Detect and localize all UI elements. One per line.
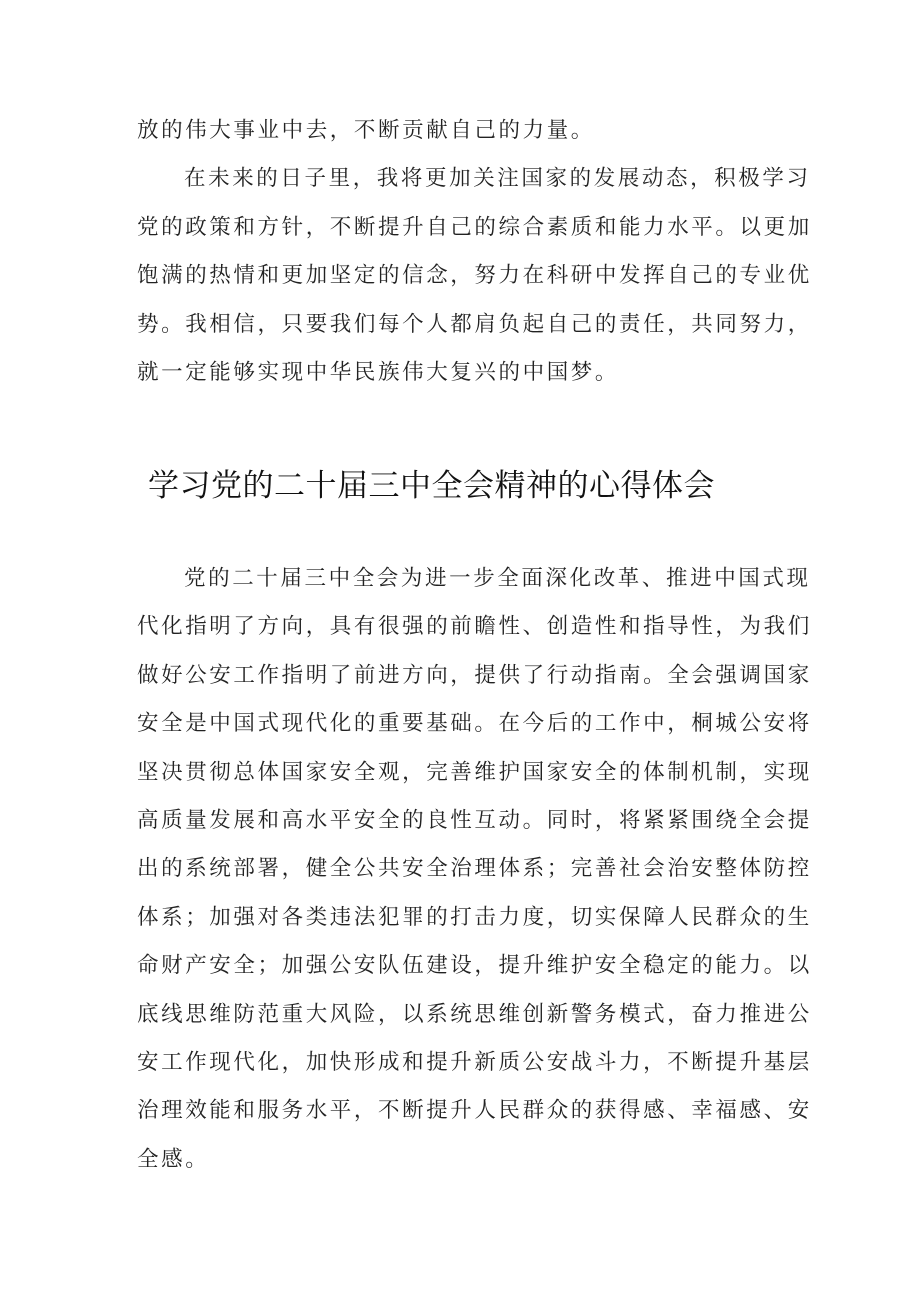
paragraph-line: 高质量发展和高水平安全的良性互动。同时，将紧紧围绕全会提 [137, 807, 812, 833]
previous-article-ending [137, 107, 812, 397]
paragraph-line: 放的伟大事业中去，不断贡献自己的力量。 [137, 118, 595, 143]
paragraph-line: 命财产安全；加强公安队伍建设，提升维护安全稳定的能力。以 [137, 953, 812, 979]
paragraph-line: 在未来的日子里，我将更加关注国家的发展动态，积极学习 [184, 166, 811, 192]
section-title: 学习党的二十届三中全会精神的心得体会 [148, 468, 715, 504]
paragraph-line: 出的系统部署，健全公共安全治理体系；完善社会治安整体防控 [137, 856, 812, 882]
paragraph-line: 治理效能和服务水平，不断提升人民群众的获得感、幸福感、安 [137, 1098, 812, 1124]
paragraph-line: 体系；加强对各类违法犯罪的打击力度，切实保障人民群众的生 [137, 904, 812, 930]
paragraph-line: 党的政策和方针，不断提升自己的综合素质和能力水平。以更加 [137, 214, 812, 240]
article-body [137, 555, 812, 1184]
paragraph-line: 做好公安工作指明了前进方向，提供了行动指南。全会强调国家 [137, 662, 812, 688]
paragraph-line: 底线思维防范重大风险，以系统思维创新警务模式，奋力推进公 [137, 1001, 812, 1027]
paragraph-line: 安工作现代化，加快形成和提升新质公安战斗力，不断提升基层 [137, 1049, 812, 1075]
paragraph-line: 就一定能够实现中华民族伟大复兴的中国梦。 [137, 359, 620, 385]
paragraph-line: 全感。 [137, 1146, 210, 1172]
paragraph-line: 坚决贯彻总体国家安全观，完善维护国家安全的体制机制，实现 [137, 759, 812, 785]
paragraph-line: 势。我相信，只要我们每个人都肩负起自己的责任，共同努力， [137, 311, 812, 337]
paragraph-line: 党的二十届三中全会为进一步全面深化改革、推进中国式现 [184, 566, 811, 591]
paragraph-line: 饱满的热情和更加坚定的信念，努力在科研中发挥自己的专业优 [137, 263, 812, 289]
paragraph-line: 安全是中国式现代化的重要基础。在今后的工作中，桐城公安将 [137, 711, 812, 737]
paragraph-line: 代化指明了方向，具有很强的前瞻性、创造性和指导性，为我们 [137, 614, 812, 640]
